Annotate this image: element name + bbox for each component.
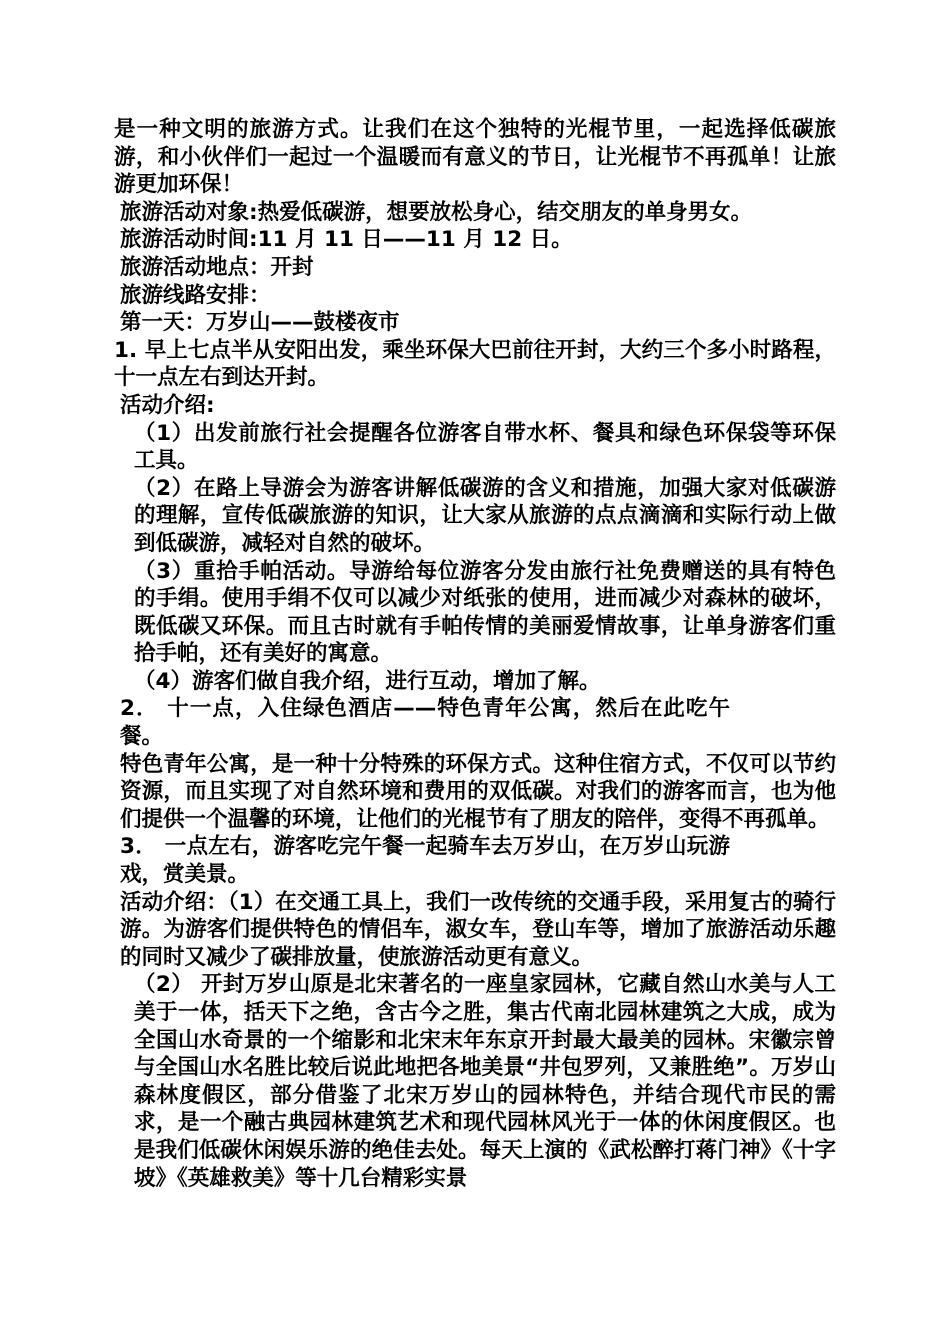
paragraph-hostel-description: 特色青年公寓，是一种十分特殊的环保方式。这种住宿方式，不仅可以节约资源，而且实现了对自然环境和费用的双低碳。对我们的游客而言，也为他们提供一个温馨的环境，让他们的光棍节有了朋友的陪伴，变得不再孤单。	[120, 751, 836, 832]
paragraph-activity-location: 旅游活动地点：开封	[120, 254, 314, 280]
activity-item-1: （1）出发前旅行社会提醒各位游客自带水杯、餐具和绿色环保袋等环保工具。	[134, 420, 836, 474]
activity-item-2: （2）在路上导游会为游客讲解低碳游的含义和措施，加强大家对低碳游的理解，宣传低碳旅游的知识，让大家从旅游的点点滴滴和实际行动上做到低碳游，减轻对自然的破坏。	[134, 475, 836, 556]
list-item-1: 1. 早上七点半从安阳出发，乘坐环保大巴前往开封，大约三个多小时路程，十一点左右到达开封。	[114, 337, 836, 391]
paragraph-target-audience: 旅游活动对象:热爱低碳游，想要放松身心，结交朋友的单身男女。	[120, 199, 753, 225]
activity-item-4: （4）游客们做自我介绍，进行互动，增加了解。	[134, 668, 601, 694]
paragraph-activity-time: 旅游活动时间:11 月 11 日——11 月 12 日。	[120, 227, 573, 253]
list-item-2: 2． 十一点，入住绿色酒店——特色青年公寓，然后在此吃午餐。	[120, 696, 730, 750]
paragraph-intro-continued: 是一种文明的旅游方式。让我们在这个独特的光棍节里，一起选择低碳旅游，和小伙伴们一起过一个温暖而有意义的节日，让光棍节不再孤单！让旅游更加环保！	[114, 117, 836, 198]
activity-item-3: （3）重拾手帕活动。导游给每位游客分发由旅行社免费赠送的具有特色的手绢。使用手绢不仅可以减少对纸张的使用，进而减少对森林的破坏，既低碳又环保。而且古时就有手帕传情的美丽爱情故事，让单身游客们重拾手帕，还有美好的寓意。	[134, 558, 836, 667]
route-heading: 旅游线路安排：	[120, 282, 271, 308]
activity-intro-label: 活动介绍:	[120, 392, 215, 418]
day-one-heading: 第一天：万岁山——鼓楼夜市	[120, 310, 400, 336]
document-page	[114, 116, 836, 1192]
list-item-3: 3． 一点左右，游客吃完午餐一起骑车去万岁山，在万岁山玩游戏，赏美景。	[120, 834, 730, 888]
paragraph-activity-intro-bikes: 活动介绍：（1）在交通工具上，我们一改传统的交通手段，采用复古的骑行游。为游客们提供特色的情侣车，淑女车，登山车等，增加了旅游活动乐趣的同时又减少了碳排放量，使旅游活动更有意义。	[120, 889, 836, 970]
paragraph-wansuishan: （2） 开封万岁山原是北宋著名的一座皇家园林，它藏自然山水美与人工美于一体，括天下之绝，含古今之胜，集古代南北园林建筑之大成，成为全国山水奇景的一个缩影和北宋末年东京开封最大最美的园林。宋徽宗曾与全国山水名胜比较后说此地把各地美景“井包罗列，又兼胜绝”。万岁山森林度假区，部分借鉴了北宋万岁山的园林特色，并结合现代市民的需求，是一个融古典园林建筑艺术和现代园林风光于一体的休闲度假区。也是我们低碳休闲娱乐游的绝佳去处。每天上演的《武松醉打蒋门神》《十字坡》《英雄救美》等十几台精彩实景	[134, 972, 836, 1191]
